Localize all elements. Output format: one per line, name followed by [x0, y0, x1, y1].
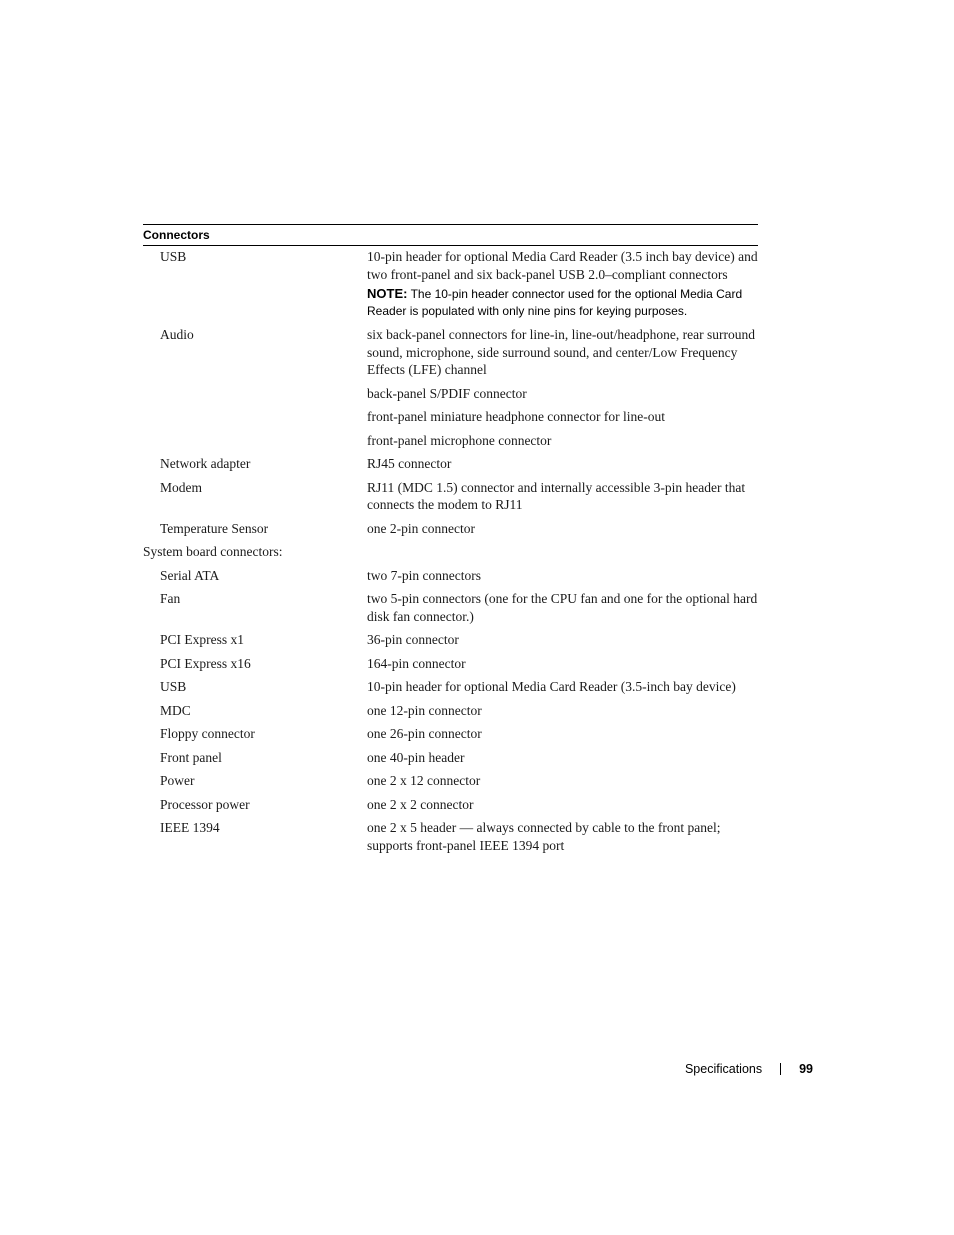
table-row [143, 631, 758, 649]
connector-label: Serial ATA [160, 567, 220, 583]
connector-values [367, 590, 758, 625]
note-text: The 10-pin header connector used for the optional Media Card Reader is populated with only nine pins for keying purposes. [367, 287, 743, 318]
table-row [143, 819, 758, 854]
connector-value: one 2 x 12 connector [367, 773, 481, 788]
connector-value: front-panel microphone connector [367, 432, 552, 448]
table-row [143, 248, 758, 320]
connector-value: six back-panel connectors for line-in, line-out/headphone, rear surround sound, microphone, side surround sound, and center/Low Frequency Effects (LFE) channel [367, 327, 755, 377]
connector-values [367, 326, 758, 449]
table-row [143, 520, 758, 538]
connector-label: Audio [160, 327, 194, 342]
table-row [143, 567, 758, 585]
connector-value: back-panel S/PDIF connector [367, 385, 527, 401]
connector-label: Front panel [160, 749, 222, 765]
table-row [143, 702, 758, 720]
connector-values [367, 819, 758, 854]
connector-values [367, 725, 758, 743]
connector-label: Modem [160, 479, 202, 495]
table-row [143, 543, 758, 561]
connector-values [367, 479, 758, 514]
connector-values [367, 796, 758, 814]
connector-label: USB [160, 679, 187, 694]
note [367, 285, 758, 320]
section-label: System board connectors: [143, 544, 283, 559]
connector-values [367, 543, 758, 561]
connector-values [367, 567, 758, 585]
table-row [143, 326, 758, 449]
table-row [143, 725, 758, 743]
connector-values [367, 248, 758, 320]
connector-values [367, 678, 758, 696]
connector-value: front-panel miniature headphone connector for line-out [367, 409, 666, 424]
table-row [143, 796, 758, 814]
connector-label: MDC [160, 702, 191, 718]
connector-value: one 2 x 2 connector [367, 796, 474, 812]
connector-values [367, 631, 758, 649]
connector-label: PCI Express x16 [160, 655, 251, 671]
connector-label: Fan [160, 591, 181, 606]
connector-value: one 12-pin connector [367, 702, 482, 718]
table-row [143, 772, 758, 790]
connector-value: two 7-pin connectors [367, 567, 481, 583]
table-row [143, 678, 758, 696]
connector-label: Network adapter [160, 456, 251, 471]
connector-values [367, 655, 758, 673]
connector-values [367, 749, 758, 767]
connector-label: Temperature Sensor [160, 520, 269, 536]
connector-values [367, 772, 758, 790]
connector-label: PCI Express x1 [160, 632, 244, 647]
page-footer [685, 1062, 813, 1076]
connector-label: USB [160, 249, 187, 264]
table-row [143, 455, 758, 473]
connector-value: two 5-pin connectors (one for the CPU fan and one for the optional hard disk fan connector.) [367, 591, 758, 624]
table-row [143, 590, 758, 625]
connector-value: RJ45 connector [367, 456, 452, 471]
connector-value: one 40-pin header [367, 749, 465, 765]
footer-section-title: Specifications [684, 1062, 763, 1076]
connector-value: 10-pin header for optional Media Card Reader (3.5 inch bay device) and two front-panel and six back-panel USB 2.0–compliant connectors [367, 249, 758, 282]
connector-value: 164-pin connector [367, 655, 466, 671]
connector-value: 10-pin header for optional Media Card Reader (3.5-inch bay device) [367, 679, 736, 694]
connector-value: 36-pin connector [367, 632, 459, 647]
table-row [143, 655, 758, 673]
connector-values [367, 520, 758, 538]
connectors-table [143, 224, 758, 860]
connector-values [367, 455, 758, 473]
table-row [143, 749, 758, 767]
note-label: NOTE: [367, 286, 408, 301]
table-header: Connectors [143, 225, 758, 246]
connector-value: one 26-pin connector [367, 726, 482, 741]
connector-value: one 2 x 5 header — always connected by cable to the front panel; supports front-panel IEEE 1394 port [367, 820, 721, 853]
footer-divider [780, 1063, 781, 1075]
connector-label: IEEE 1394 [160, 820, 220, 835]
connector-label: Power [160, 773, 195, 788]
connector-label: Processor power [160, 796, 250, 812]
table-row [143, 479, 758, 514]
connector-label: Floppy connector [160, 726, 255, 741]
table-rows [143, 246, 758, 854]
connector-value: one 2-pin connector [367, 520, 475, 536]
connector-values [367, 702, 758, 720]
page-number: 99 [799, 1062, 813, 1076]
connector-value: RJ11 (MDC 1.5) connector and internally accessible 3-pin header that connects the modem to RJ11 [367, 479, 746, 512]
